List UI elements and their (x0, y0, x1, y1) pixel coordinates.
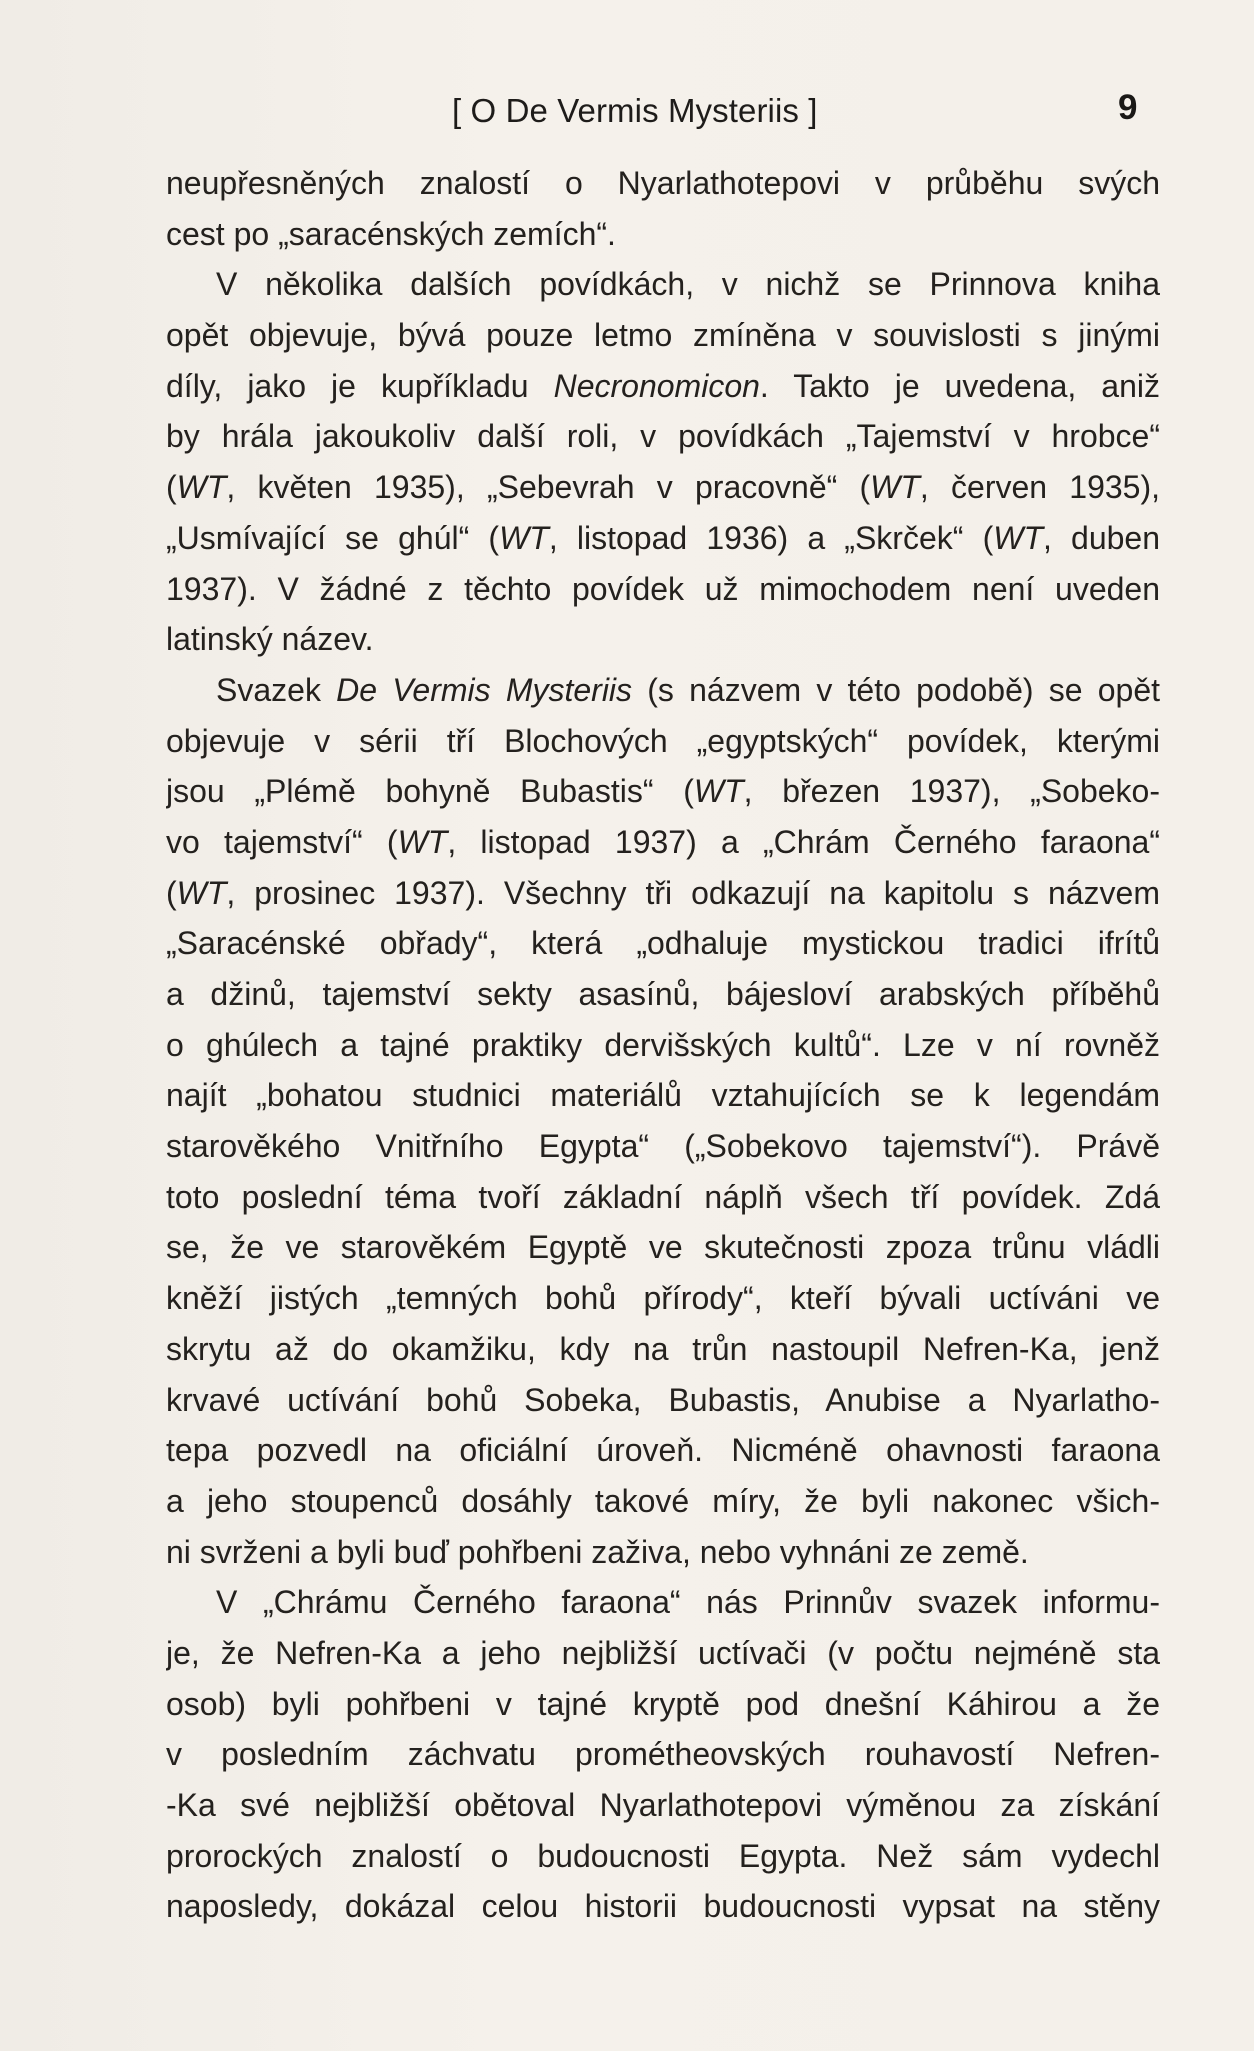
text-line (166, 1831, 1160, 1882)
italic-text: De Vermis Mysteriis (336, 671, 633, 708)
italic-text: WT (693, 773, 744, 810)
text-line (166, 462, 1160, 513)
text-segment: (s názvem v této podobě) se opět (632, 671, 1160, 708)
text-segment: kněží jistých „temných bohů přírody“, kteří bývali uctíváni ve (166, 1280, 1160, 1317)
italic-text: WT (499, 519, 549, 556)
text-segment: díly, jako je kupříkladu (166, 367, 554, 404)
text-segment: 1937). V žádné z těchto povídek už mimochodem není uveden (166, 570, 1160, 607)
text-segment: latinský název. (166, 621, 374, 658)
text-line (166, 1628, 1160, 1679)
running-head: [ O De Vermis Mysteriis ] (452, 92, 818, 129)
text-line (166, 1527, 1160, 1578)
text-segment: toto poslední téma tvoří základní náplň všech tří povídek. Zdá (166, 1178, 1160, 1215)
text-line (166, 209, 1160, 260)
text-segment: V několika dalších povídkách, v nichž se Prinnova kniha (216, 266, 1160, 303)
text-line (166, 817, 1160, 868)
text-segment: , květen 1935), „Sebevrah v pracovně“ ( (226, 469, 871, 506)
text-segment: objevuje v sérii tří Blochových „egyptských“ povídek, kterými (166, 722, 1160, 759)
text-line (166, 665, 1160, 716)
italic-text: WT (176, 469, 227, 506)
page-number: 9 (1118, 88, 1138, 127)
text-segment: , duben (1042, 519, 1160, 556)
text-line (166, 766, 1160, 817)
text-segment: skrytu až do okamžiku, kdy na trůn nastoupil Nefren-Ka, jenž (166, 1330, 1160, 1367)
text-segment: ( (166, 469, 177, 506)
italic-text: WT (870, 469, 920, 506)
italic-text: Necronomicon (553, 367, 760, 404)
text-segment: , listopad 1937) a „Chrám Černého faraona“ (447, 823, 1160, 860)
text-line (166, 716, 1160, 767)
text-line (166, 411, 1160, 462)
text-segment: neupřesněných znalostí o Nyarlathotepovi v průběhu svých (166, 165, 1160, 201)
text-segment: starověkého Vnitřního Egypta“ („Sobekovo tajemství“). Právě (166, 1128, 1160, 1165)
text-segment: je, že Nefren-Ka a jeho nejbližší uctívači (v počtu nejméně sta (166, 1634, 1160, 1671)
text-segment: , červen 1935), (919, 469, 1160, 506)
text-line (166, 1375, 1160, 1426)
text-segment: krvavé uctívání bohů Sobeka, Bubastis, Anubise a Nyarlatho- (166, 1381, 1160, 1418)
text-segment: najít „bohatou studnici materiálů vztahujících se k legendám (166, 1077, 1160, 1114)
text-segment: o ghúlech a tajné praktiky dervišských kultů“. Lze v ní rovněž (166, 1026, 1160, 1063)
text-line (166, 1324, 1160, 1375)
text-line (166, 564, 1160, 615)
italic-text: WT (176, 874, 227, 911)
text-line (166, 158, 1160, 209)
text-segment: -Ka své nejbližší obětoval Nyarlathotepovi výměnou za získání (166, 1787, 1160, 1823)
body-text (166, 158, 1160, 1932)
text-line (166, 259, 1160, 310)
text-segment: a džinů, tajemství sekty asasínů, bájesloví arabských příběhů (166, 976, 1160, 1012)
text-line (166, 1121, 1160, 1172)
text-segment: se, že ve starověkém Egyptě ve skutečnosti zpoza trůnu vládli (166, 1229, 1160, 1266)
text-segment: tepa pozvedl na oficiální úroveň. Nicméně ohavnosti faraona (166, 1432, 1160, 1469)
text-line (166, 969, 1160, 1020)
text-segment: , prosinec 1937). Všechny tři odkazují na kapitolu s názvem (226, 874, 1160, 911)
text-segment: ( (166, 874, 177, 911)
text-line (166, 1679, 1160, 1730)
text-segment: jsou „Plémě bohyně Bubastis“ ( (166, 773, 694, 810)
text-segment: opět objevuje, bývá pouze letmo zmíněna v souvislosti s jinými (166, 317, 1160, 354)
text-line (166, 1172, 1160, 1223)
text-segment: , listopad 1936) a „Skrček“ ( (548, 519, 994, 556)
text-line (166, 310, 1160, 361)
text-line (166, 1476, 1160, 1527)
text-line (166, 1020, 1160, 1071)
text-segment: prorockých znalostí o budoucnosti Egypta. Než sám vydechl (166, 1837, 1160, 1874)
text-line (166, 1273, 1160, 1324)
text-segment: , březen 1937), „Sobeko- (743, 773, 1160, 810)
text-line (166, 1881, 1160, 1932)
text-line (166, 1425, 1160, 1476)
text-line (166, 1729, 1160, 1780)
text-segment: vo tajemství“ ( (166, 823, 398, 860)
text-segment: by hrála jakoukoliv další roli, v povídkách „Tajemství v hrobce“ (166, 418, 1160, 455)
text-segment: naposledy, dokázal celou historii budoucnosti vypsat na stěny (166, 1888, 1160, 1925)
text-segment: cest po „saracénských zemích“. (166, 215, 616, 252)
text-line (166, 614, 1160, 665)
text-segment: Svazek (216, 671, 337, 708)
text-line (166, 361, 1160, 412)
text-segment: . Takto je uvedena, aniž (759, 367, 1160, 404)
text-segment: v posledním záchvatu prométheovských rouhavostí Nefren- (166, 1736, 1160, 1773)
text-line (166, 1070, 1160, 1121)
italic-text: WT (397, 823, 448, 860)
text-line (166, 1780, 1160, 1831)
text-segment: a jeho stoupenců dosáhly takové míry, že byli nakonec všich- (166, 1482, 1160, 1519)
text-segment: „Saracénské obřady“, která „odhaluje mystickou tradici ifrítů (166, 925, 1160, 962)
text-line (166, 1577, 1160, 1628)
italic-text: WT (993, 519, 1043, 556)
text-line (166, 918, 1160, 969)
text-line (166, 513, 1160, 564)
text-segment: ni svrženi a byli buď pohřbeni zaživa, nebo vyhnáni ze země. (166, 1533, 1029, 1570)
page-header (0, 88, 1254, 138)
text-segment: V „Chrámu Černého faraona“ nás Prinnův svazek informu- (216, 1584, 1160, 1621)
text-line (166, 868, 1160, 919)
text-segment: „Usmívající se ghúl“ ( (166, 519, 500, 556)
text-segment: osob) byli pohřbeni v tajné kryptě pod dnešní Káhirou a že (166, 1685, 1160, 1722)
text-line (166, 1222, 1160, 1273)
